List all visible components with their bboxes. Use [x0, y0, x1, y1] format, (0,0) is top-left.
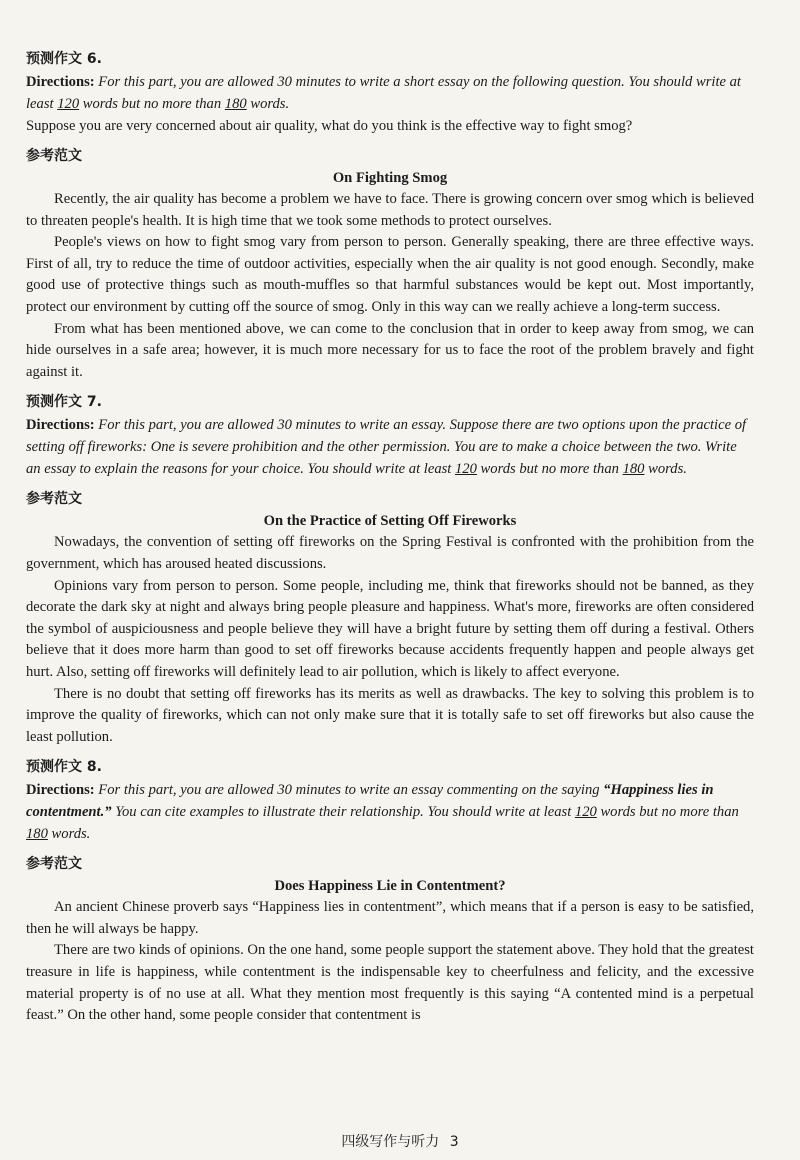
- essay-paragraph: There is no doubt that setting off fireworks has its merits as well as drawbacks. The key to solving this problem is to improve the quality of fireworks, which can not only make sure that it is totally safe to set off fireworks but also cause the least pollution.: [26, 685, 754, 745]
- directions-label: Directions:: [26, 782, 95, 799]
- saying: “Happiness lies in contentment.”: [26, 782, 714, 821]
- directions-label: Directions:: [26, 74, 95, 90]
- max-words: 180: [622, 461, 645, 478]
- essay-paragraph: An ancient Chinese proverb says “Happiness lies in contentment”, which means that if a person is easy to be satisfied, then he will always be happy.: [26, 899, 754, 937]
- section-6-question: Suppose you are very concerned about air quality, what do you think is the effective way to fight smog?: [26, 118, 633, 134]
- section-8-essay-title: Does Happiness Lie in Contentment?: [274, 878, 506, 895]
- max-words: 180: [26, 826, 48, 843]
- section-7-title: 预测作文 7.: [26, 394, 102, 411]
- directions-label: Directions:: [26, 417, 95, 434]
- section-6-directions: Directions: For this part, you are allowed 30 minutes to write a short essay on the following question. You should write at least 120 words but no more than 180 words.: [26, 74, 741, 112]
- essay-paragraph: People's views on how to fight smog vary from person to person. Generally speaking, there are three effective ways. First of all, try to reduce the time of outdoor activities, especially when the air quality is not good enough. Secondly, make good use of protective things such as mouth-muffles so that harmful substances would be kept out. Most importantly, protect our environment by cutting off the source of smog. Only in this way can we really achieve a long-term success.: [26, 234, 754, 315]
- section-6-title: 预测作文 6.: [26, 51, 102, 67]
- essay-paragraph: Nowadays, the convention of setting off fireworks on the Spring Festival is confronted with the prohibition from the government, which has aroused heated discussions.: [26, 534, 754, 572]
- page-footer: [0, 1131, 800, 1151]
- essay-paragraph: Opinions vary from person to person. Some people, including me, think that fireworks should not be banned, as they decorate the dark sky at night and always bring people pleasure and happiness. What's more, fireworks are often considered the symbol of auspiciousness and people believe they will have a bright future by setting them off during a festival. Others believe that it does more harm than good to set off fireworks because accidents frequently happen and people always get hurt. Also, setting off fireworks will definitely lead to air pollution, which is likely to affect everyone.: [26, 577, 754, 680]
- section-6-essay-title: On Fighting Smog: [332, 170, 448, 186]
- min-words: 120: [57, 96, 80, 112]
- section-6-reference-label: 参考范文: [26, 148, 82, 164]
- max-words: 180: [224, 96, 247, 112]
- footer-book-title: 四级写作与听力: [341, 1134, 440, 1150]
- section-8-directions: Directions: For this part, you are allowed 30 minutes to write an essay commenting on the saying “Happiness lies in contentment.” You can cite examples to illustrate their relationship. You should write at least 120 words but no more than 180 words.: [26, 782, 739, 843]
- essay-paragraph: Recently, the air quality has become a problem we have to face. There is growing concern over smog which is believed to threaten people's health. It is high time that we took some methods to protect ourselves.: [26, 191, 754, 229]
- section-7-reference-label: 参考范文: [26, 491, 82, 508]
- page-number: 3: [449, 1134, 459, 1150]
- essay-paragraph: From what has been mentioned above, we can come to the conclusion that in order to keep away from smog, we can hide ourselves in a safe area; however, it is much more necessary for us to face the root of the problem bravely and fight against it.: [26, 320, 754, 380]
- min-words: 120: [574, 804, 597, 821]
- min-words: 120: [455, 461, 477, 478]
- section-7-essay-title: On the Practice of Setting Off Fireworks: [263, 513, 517, 530]
- section-8-reference-label: 参考范文: [26, 856, 82, 873]
- essay-paragraph: There are two kinds of opinions. On the one hand, some people support the statement above. They hold that the greatest treasure in life is happiness, while contentment is the indispensable key to cheerfulness and felicity, and the excessive material property is of no use at all. What they mention most frequently is this saying “A contented mind is a perpetual feast.” On the other hand, some people consider that contentment is: [26, 942, 754, 1024]
- section-8-title: 预测作文 8.: [26, 759, 102, 776]
- section-7-directions: Directions: For this part, you are allowed 30 minutes to write an essay. Suppose there are two options upon the practice of setting off fireworks: One is severe prohibition and the other permission. You are to make a choice between the two. Write an essay to explain the reasons for your choice. You should write at least 120 words but no more than 180 words.: [26, 417, 747, 478]
